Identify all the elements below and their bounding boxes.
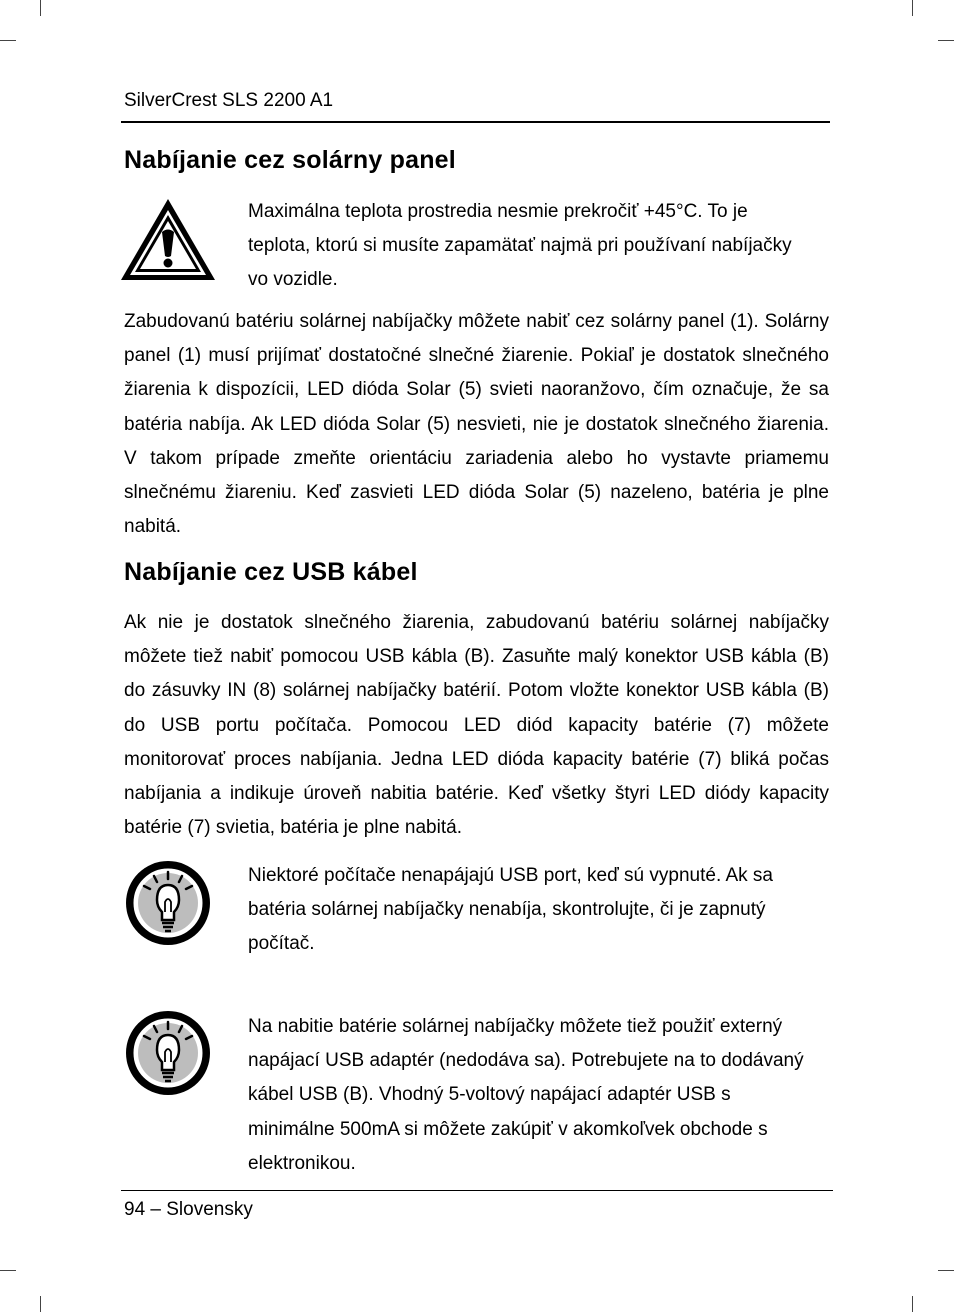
warning-triangle-icon — [118, 196, 218, 284]
lightbulb-icon — [124, 860, 212, 946]
lightbulb-icon — [124, 1010, 212, 1096]
tip-note-2: Na nabitie batérie solárnej nabíjačky môžete tiež použiť externý napájací USB adaptér (nedodáva sa). Potrebujete na to dodávaný kábel USB (B). Vhodný 5-voltový napájací adaptér USB s minimálne 500mA si môžete zakúpiť v akomkoľvek obchode s elektronikou. — [248, 1016, 804, 1174]
header-rule — [121, 121, 830, 123]
crop-mark — [912, 1296, 913, 1312]
crop-mark — [0, 40, 16, 41]
crop-mark — [912, 0, 913, 16]
crop-mark — [40, 1296, 41, 1312]
crop-mark — [0, 1270, 16, 1271]
section-heading-usb: Nabíjanie cez USB kábel — [124, 558, 418, 586]
footer-rule — [121, 1190, 833, 1191]
crop-mark — [938, 1270, 954, 1271]
warning-note: Maximálna teplota prostredia nesmie prekročiť +45°C. To je teplota, ktorú si musíte zapamätať najmä pri používaní nabíjačky vo vozidle. — [248, 201, 792, 291]
page-number-label: 94 – Slovensky — [124, 1199, 253, 1220]
tip-note-1: Niektoré počítače nenapájajú USB port, keď sú vypnuté. Ak sa batéria solárnej nabíjačky nenabíja, skontrolujte, či je zapnutý počítač. — [248, 865, 773, 955]
crop-mark — [40, 0, 41, 16]
crop-mark — [938, 40, 954, 41]
paragraph-solar: Zabudovanú batériu solárnej nabíjačky môžete nabiť cez solárny panel (1). Solárny panel (1) musí prijímať dostatočné slnečné žiarenie. Pokiaľ je dostatok slnečného žiarenia k dispozícii, LED dióda Solar (5) svieti naoranžovo, čím označuje, že sa batéria nabíja. Ak LED dióda Solar (5) nesvieti, nie je dostatok slnečného žiarenia. V takom prípade zmeňte orientáciu zariadenia alebo ho vystavte priamemu slnečnému žiareniu. Keď zasvieti LED dióda Solar (5) nazeleno, batéria je plne nabitá. — [124, 311, 829, 538]
paragraph-usb: Ak nie je dostatok slnečného žiarenia, zabudovanú batériu solárnej nabíjačky môžete tiež nabiť pomocou USB kábla (B). Zasuňte malý konektor USB kábla (B) do zásuvky IN (8) solárnej nabíjačky batérií. Potom vložte konektor USB kábla (B) do USB portu počítača. Pomocou LED diód kapacity batérie (7) môžete monitorovať proces nabíjania. Jedna LED dióda kapacity batérie (7) bliká počas nabíjania a indikuje úroveň nabitia batérie. Keď všetky štyri LED diódy kapacity batérie (7) svietia, batéria je plne nabitá. — [124, 612, 829, 839]
running-header: SilverCrest SLS 2200 A1 — [124, 90, 334, 111]
section-heading-solar: Nabíjanie cez solárny panel — [124, 146, 456, 174]
